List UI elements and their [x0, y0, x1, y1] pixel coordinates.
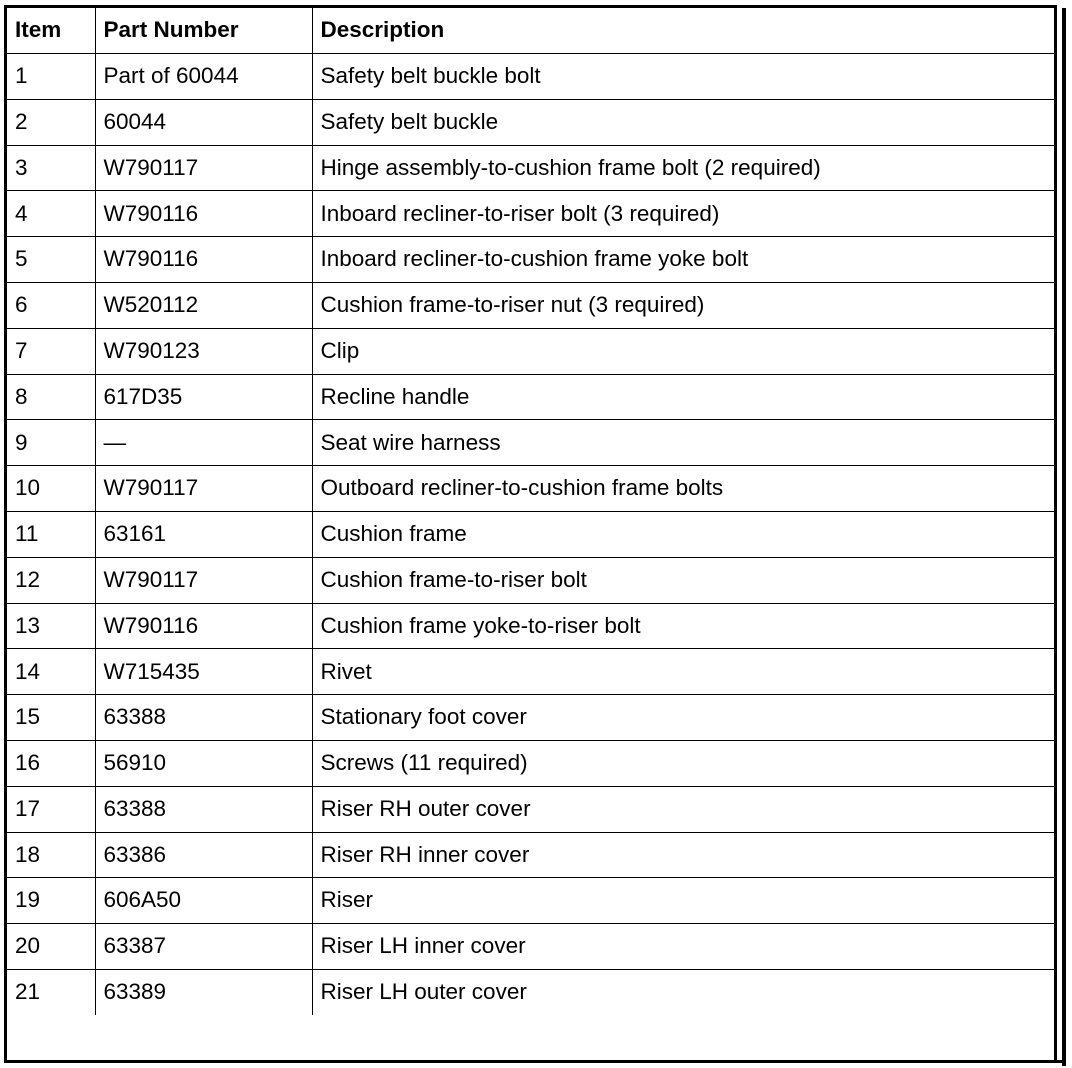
cell-part-number: 617D35	[95, 374, 312, 420]
cell-part-number: W790116	[95, 237, 312, 283]
cell-description: Inboard recliner-to-riser bolt (3 required)	[312, 191, 1054, 237]
cell-part-number: W790117	[95, 145, 312, 191]
table-row	[7, 832, 1054, 878]
cell-item: 5	[7, 237, 95, 283]
cell-item: 17	[7, 786, 95, 832]
table-row	[7, 282, 1054, 328]
cell-description: Safety belt buckle bolt	[312, 54, 1054, 100]
cell-part-number: 56910	[95, 740, 312, 786]
cell-item: 11	[7, 511, 95, 557]
cell-description: Cushion frame-to-riser nut (3 required)	[312, 282, 1054, 328]
cell-part-number: 63388	[95, 695, 312, 741]
parts-table	[7, 8, 1054, 1015]
table-row	[7, 466, 1054, 512]
cell-description: Hinge assembly-to-cushion frame bolt (2 required)	[312, 145, 1054, 191]
cell-item: 7	[7, 328, 95, 374]
shadow-rule-bottom	[8, 1060, 1066, 1063]
cell-part-number: W520112	[95, 282, 312, 328]
cell-item: 3	[7, 145, 95, 191]
shadow-rule-right	[1062, 8, 1066, 1066]
cell-item: 8	[7, 374, 95, 420]
cell-description: Recline handle	[312, 374, 1054, 420]
table-row	[7, 420, 1054, 466]
cell-description: Outboard recliner-to-cushion frame bolts	[312, 466, 1054, 512]
cell-part-number: 63388	[95, 786, 312, 832]
cell-item: 2	[7, 99, 95, 145]
cell-part-number: 63161	[95, 511, 312, 557]
cell-part-number: W715435	[95, 649, 312, 695]
cell-item: 20	[7, 924, 95, 970]
table-row	[7, 786, 1054, 832]
cell-part-number: 63389	[95, 969, 312, 1014]
cell-item: 15	[7, 695, 95, 741]
cell-description: Safety belt buckle	[312, 99, 1054, 145]
cell-part-number: W790123	[95, 328, 312, 374]
cell-description: Rivet	[312, 649, 1054, 695]
cell-part-number: W790116	[95, 191, 312, 237]
cell-item: 4	[7, 191, 95, 237]
header-description: Description	[312, 8, 1054, 54]
table-row	[7, 54, 1054, 100]
cell-item: 18	[7, 832, 95, 878]
cell-part-number: W790116	[95, 603, 312, 649]
cell-item: 10	[7, 466, 95, 512]
cell-description: Inboard recliner-to-cushion frame yoke bolt	[312, 237, 1054, 283]
table-row	[7, 695, 1054, 741]
cell-item: 1	[7, 54, 95, 100]
cell-item: 13	[7, 603, 95, 649]
cell-item: 12	[7, 557, 95, 603]
table-row	[7, 191, 1054, 237]
cell-description: Cushion frame-to-riser bolt	[312, 557, 1054, 603]
cell-description: Riser	[312, 878, 1054, 924]
cell-description: Cushion frame	[312, 511, 1054, 557]
cell-part-number: W790117	[95, 466, 312, 512]
cell-part-number: Part of 60044	[95, 54, 312, 100]
cell-description: Clip	[312, 328, 1054, 374]
cell-part-number: 63387	[95, 924, 312, 970]
table-row	[7, 924, 1054, 970]
cell-description: Riser LH outer cover	[312, 969, 1054, 1014]
cell-part-number: 606A50	[95, 878, 312, 924]
cell-description: Screws (11 required)	[312, 740, 1054, 786]
cell-description: Riser RH outer cover	[312, 786, 1054, 832]
header-part-number: Part Number	[95, 8, 312, 54]
cell-item: 16	[7, 740, 95, 786]
table-row	[7, 511, 1054, 557]
cell-part-number: 63386	[95, 832, 312, 878]
table-row	[7, 603, 1054, 649]
header-row	[7, 8, 1054, 54]
cell-part-number: 60044	[95, 99, 312, 145]
cell-item: 19	[7, 878, 95, 924]
cell-part-number: —	[95, 420, 312, 466]
header-item: Item	[7, 8, 95, 54]
table-row	[7, 969, 1054, 1014]
table-row	[7, 328, 1054, 374]
cell-description: Riser RH inner cover	[312, 832, 1054, 878]
table-row	[7, 374, 1054, 420]
table-row	[7, 237, 1054, 283]
cell-item: 21	[7, 969, 95, 1014]
table-row	[7, 740, 1054, 786]
cell-description: Stationary foot cover	[312, 695, 1054, 741]
cell-item: 9	[7, 420, 95, 466]
table-row	[7, 878, 1054, 924]
table-row	[7, 557, 1054, 603]
table-row	[7, 145, 1054, 191]
cell-description: Seat wire harness	[312, 420, 1054, 466]
cell-description: Cushion frame yoke-to-riser bolt	[312, 603, 1054, 649]
cell-item: 14	[7, 649, 95, 695]
cell-part-number: W790117	[95, 557, 312, 603]
cell-description: Riser LH inner cover	[312, 924, 1054, 970]
table-row	[7, 649, 1054, 695]
cell-item: 6	[7, 282, 95, 328]
table-row	[7, 99, 1054, 145]
